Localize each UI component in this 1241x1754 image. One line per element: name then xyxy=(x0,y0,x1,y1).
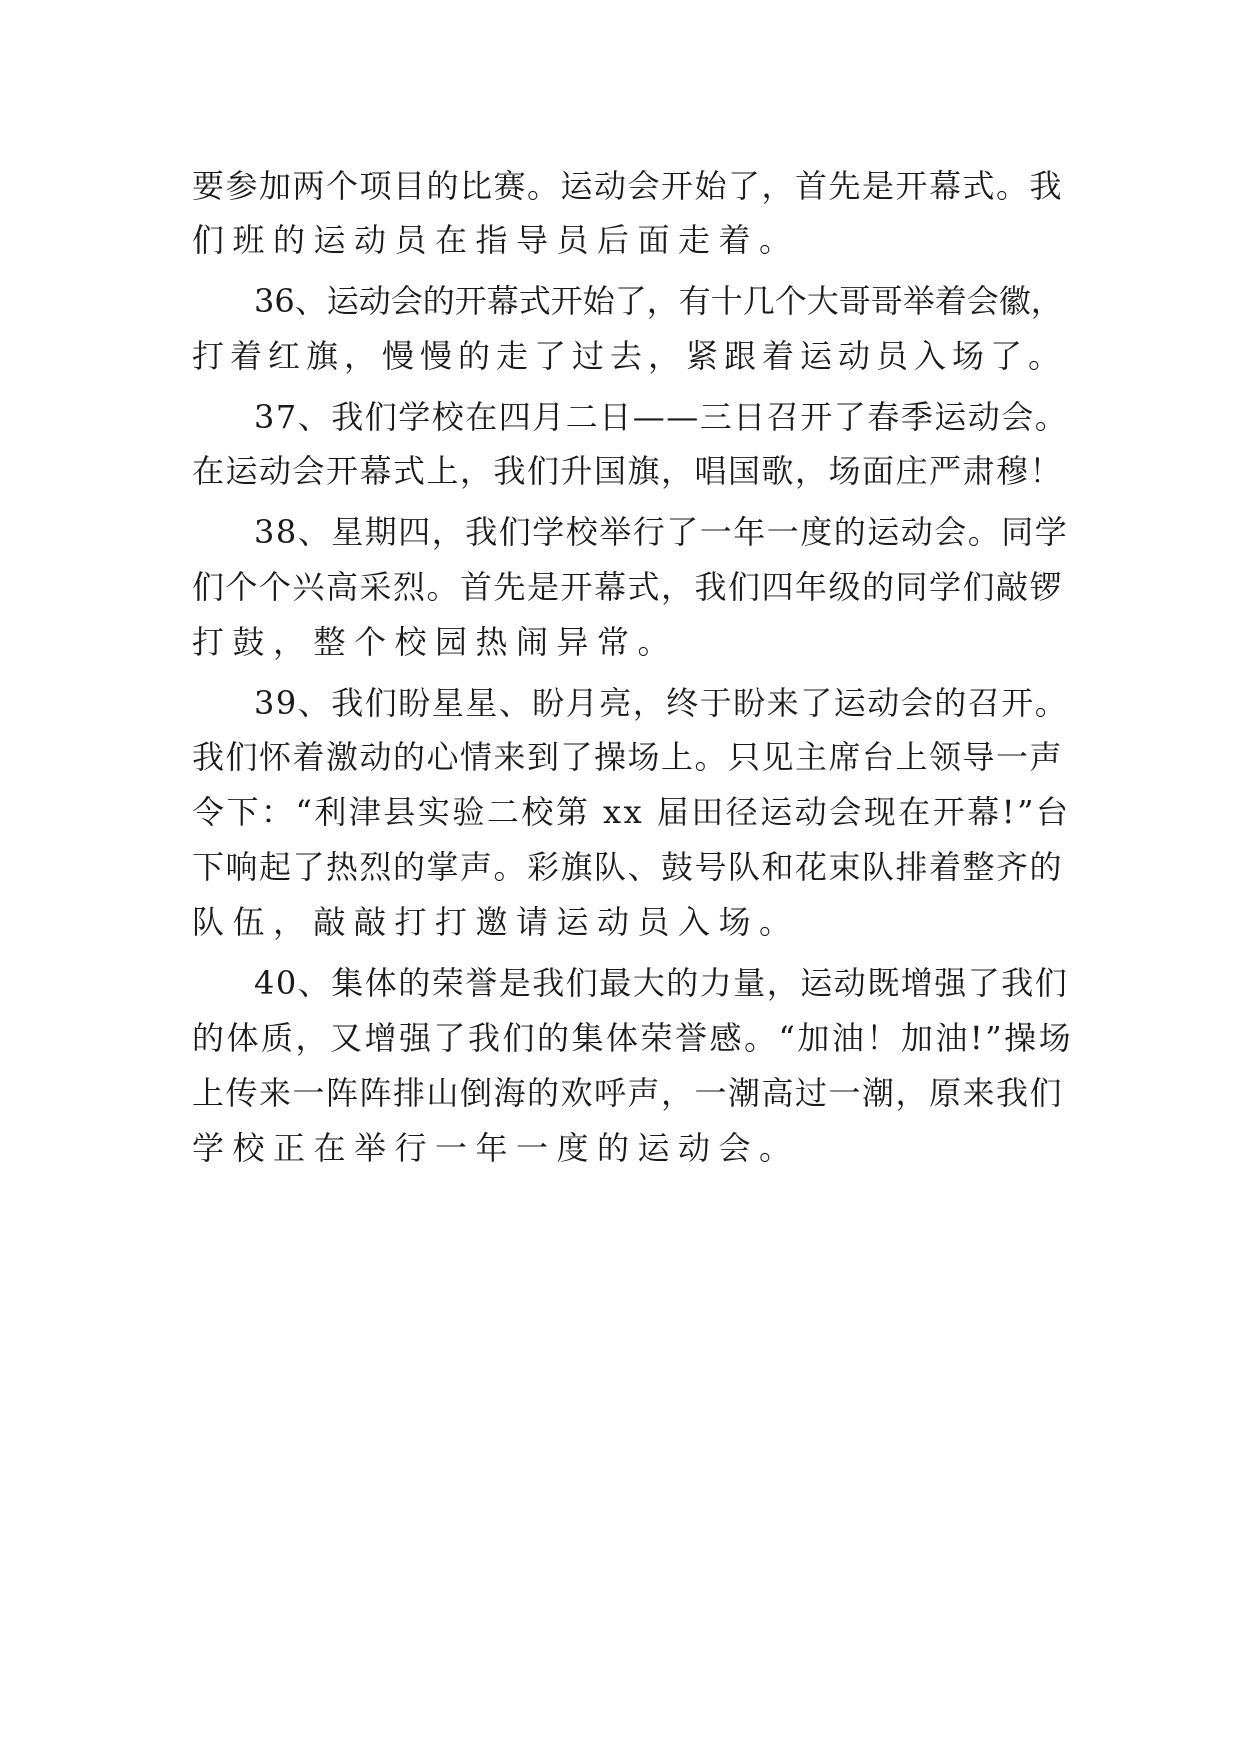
paragraph-36-start: 36、运动会的开幕式开始了，有十几个大哥哥举着会徽， xyxy=(254,282,1063,320)
text-line: 们个个兴高采烈。首先是开幕式，我们四年级的同学们敲锣 xyxy=(192,568,1064,606)
text-line: 们班的运动员在指导员后面走着。 xyxy=(192,221,800,259)
text-line: 令下：“利津县实验二校第 xx 届田径运动会现在开幕!”台 xyxy=(192,793,1071,831)
text-line: 在运动会开幕式上，我们升国旗，唱国歌，场面庄严肃穆！ xyxy=(192,452,1064,490)
text-line: 队伍，敲敲打打邀请运动员入场。 xyxy=(192,903,800,941)
text-line: 的体质，又增强了我们的集体荣誉感。“加油！加油!”操场 xyxy=(192,1019,1074,1057)
text-line: 要参加两个项目的比赛。运动会开始了，首先是开幕式。我 xyxy=(192,167,1064,205)
paragraph-40-start: 40、集体的荣誉是我们最大的力量，运动既增强了我们 xyxy=(254,964,1069,1002)
text-line: 我们怀着激动的心情来到了操场上。只见主席台上领导一声 xyxy=(192,738,1064,776)
text-line: 学校正在举行一年一度的运动会。 xyxy=(192,1129,800,1167)
text-line: 打鼓，整个校园热闹异常。 xyxy=(192,623,679,661)
text-line: 下响起了热烈的掌声。彩旗队、鼓号队和花束队排着整齐的 xyxy=(192,848,1064,886)
paragraph-38-start: 38、星期四，我们学校举行了一年一度的运动会。同学 xyxy=(254,513,1069,551)
paragraph-39-start: 39、我们盼星星、盼月亮，终于盼来了运动会的召开。 xyxy=(254,684,1069,722)
text-line: 上传来一阵阵排山倒海的欢呼声，一潮高过一潮，原来我们 xyxy=(192,1074,1064,1112)
text-line: 打着红旗，慢慢的走了过去，紧跟着运动员入场了。 xyxy=(192,337,1067,375)
paragraph-37-start: 37、我们学校在四月二日——三日召开了春季运动会。 xyxy=(254,398,1069,436)
